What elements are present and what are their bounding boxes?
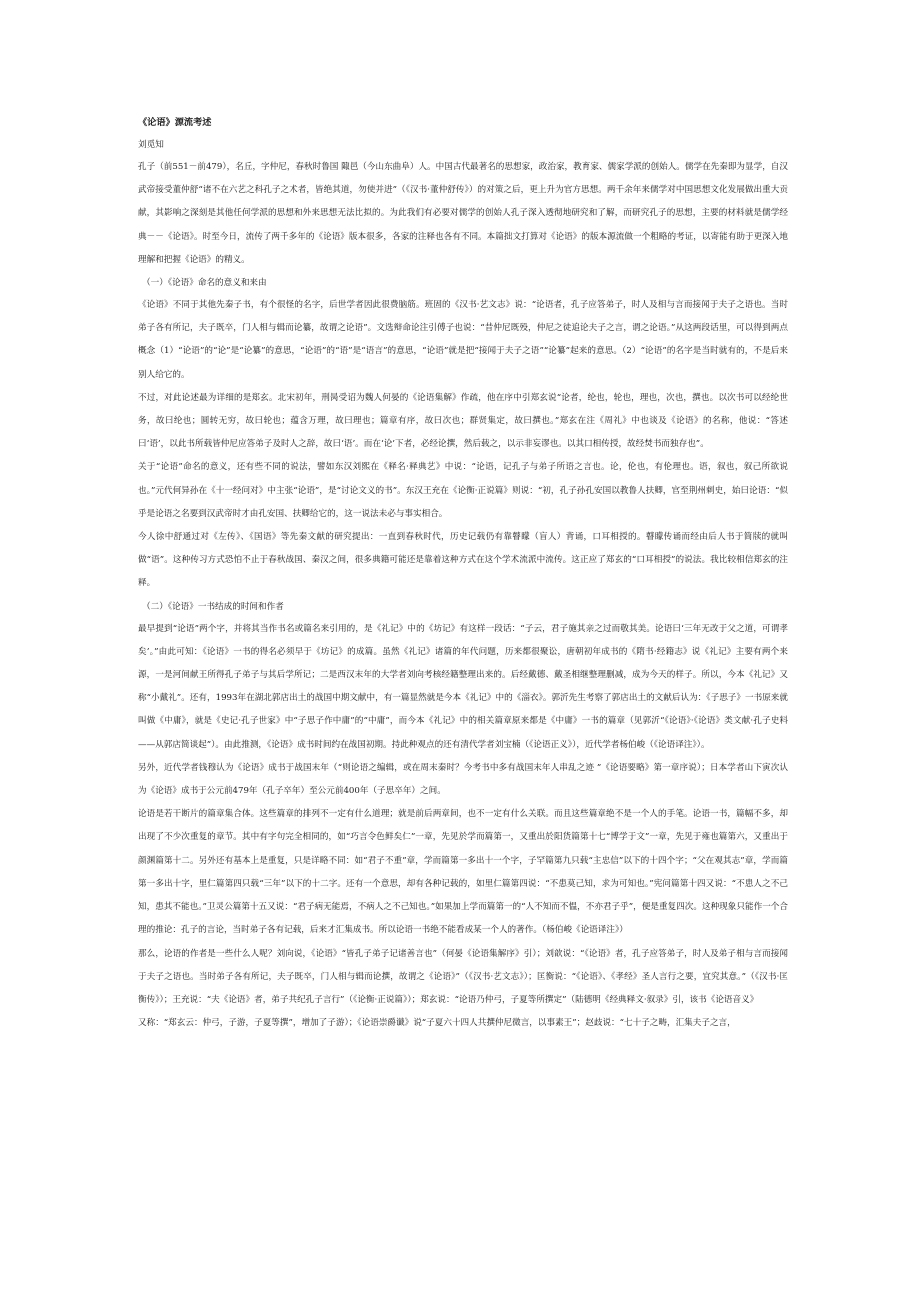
paragraph-qian-mu: 另外，近代学者钱穆认为《论语》成书于战国末年（“则论语之编辑，或在周末秦时？今考书中多有战国末年人串乱之迹 ”《论语要略》第一章序说）；日本学者山下寅次认为《论语》成书于公元前479年（孔子卒年）至公元前400年（子思卒年）之间。 [138,762,788,797]
document-title: 《论语》源流考述 [138,117,212,128]
paragraph-other-views: 关于“论语”命名的意义，还有些不同的说法，譬如东汉刘熙在《释名·释典艺》中说：“论语，记孔子与弟子所语之言也。论，伦也，有伦理也。语，叙也，叙己所欲说也。”元代何异孙在《十一经问对》中主张“论语”，是“讨论文义的书”。东汉王充在《论衡·正说篇》则说：“初，孔子孙孔安国以教鲁人扶卿，官至荆州刺史，始曰论语：“似乎是论语之名要到汉武帝时才由孔安国、扶卿给它的，这一说法未必与事实相合。 [138,462,788,519]
paragraph-zheng-xuan: 不过，对此论述最为详细的是郑玄。北宋初年，刑昺受诏为魏人何晏的《论语集解》作疏，他在序中引郑玄说“论者，纶也，轮也，理也，次也，撰也。以次书可以经纶世务，故曰纶也；圆转无穷，故曰轮也；蕴含万理，故曰理也；篇章有序，故曰次也；群贤集定，故曰撰也。”郑玄在注《周礼》中也谈及《论语》的名称，他说：“答述曰‘语’，以此书所载皆仲尼应答弟子及时人之辞，故曰‘语’。而在‘论’下者，必经论撰，然后载之，以示非妄谬也。以其口相传授，故经焚书而独存也”。 [138,392,788,450]
paragraph-intro: 孔子（前551－前479），名丘，字仲尼，春秋时鲁国 陬邑（今山东曲阜）人。中国古代最著名的思想家，政治家，教育家、儒家学派的创始人。儒学在先秦即为显学，自汉武帝接受董仲舒“诸不在六艺之科孔子之术者，皆绝其道，勿使并进”（《汉书·董仲舒传》）的对策之后，更上升为官方思想。两千余年来儒学对中国思想文化发展做出重大贡献，其影响之深刻是其他任何学派的思想和外来思想无法比拟的。为此我们有必要对儒学的创始人孔子深入透彻地研究和了解，而研究孔子的思想，主要的材料就是儒学经典－－《论语》。时至今日，流传了两千多年的《论语》版本很多，各家的注释也各有不同。本篇拙文打算对《论语》的版本源流做一个粗略的考证，以寄能有助于更深入地理解和把握《论语》的精义。 [138,162,789,265]
paragraph-authors: 那么，论语的作者是一些什么人呢？刘向说，《论语》“皆孔子弟子记诸善言也”（何晏《论语集解序》引）；刘歆说：“《论语》者，孔子应答弟子，时人及弟子相与言而接闻于夫子之语也。当时弟子各有所记，夫子既卒，门人相与辑而论撰，故谓之《论语》”（《汉书·艺文志》）；匡衡说：“《论语》、《孝经》圣人言行之要，宜究其意。”（《汉书·匡衡传》）；王充说：“夫《论语》者，弟子共纪孔子言行”（《论衡·正说篇》）；郑玄说：“论语乃仲弓，子夏等所撰定”（陆德明《经典释文·叙录》引，该书《论语音义》 [138,948,788,1005]
paragraph-earliest-mention: 最早提到“论语”两个字，并将其当作书名或篇名来引用的，是《礼记》中的《坊记》有这样一段话：“子云，君子施其亲之过而敬其美。论语曰‘三年无改于父之道，可谓孝矣’。”由此可知：《论语》一书的得名必须早于《坊记》的成篇。虽然《礼记》诸篇的年代问题，历来都很聚讼，唐朝初年成书的《隋书·经籍志》说《礼记》主要有两个来源，一是河间献王所得孔子弟子与其后学所记；二是西汉末年的大学者刘向考核经籍整理出来的。后经戴德、戴圣相继整理删减，成为今天的样子。所以，今本《礼记》又称“小戴礼”。还有，1993年在湖北郭店出土的战国中期文献中，有一篇显然就是今本《礼记》中的《淄衣》。郭沂先生考察了郭店出土的文献后认为：《子思子》一书原来就叫做《中庸》，就是《史记·孔子世家》中“子思子作中庸”的“中庸”，而今本《礼记》中的相关篇章原来都是《中庸》一书的篇章（见郭沂“《论语》·《论语》类文献·孔子史料——从郭店简谈起”）。由此推测，《论语》成书时间约在战国初期。持此种观点的还有清代学者刘宝楠（《论语正义》），近代学者杨伯峻（《论语译注》）。 [138,623,788,750]
paragraph-naming: 《论语》不同于其他先秦子书，有个很怪的名字，后世学者因此很费脑筋。班固的《汉书·艺文志》说：“论语者，孔子应答弟子，时人及相与言而接闻于夫子之语也。当时弟子各有所记，夫子既卒，门人相与辑而论纂，故谓之论语”。文选辩命论注引傅子也说：“昔仲尼既殁，仲尼之徒追论夫子之言，谓之论语。”从这两段话里，可以得到两点概念（1）“论语”的“论”是“论纂”的意思，“论语”的“语”是“语言”的意思，“论语”就是把“接闻于夫子之语”“论纂”起来的意思。（2）“论语”的名字是当时就有的，不是后来别人给它的。 [138,300,788,380]
section-heading-2: （二）《论语》一书结成的时间和作者 [142,601,284,612]
paragraph-fragments: 论语是若干断片的篇章集合体。这些篇章的排列不一定有什么道理；就是前后两章间，也不一定有什么关联。而且这些篇章绝不是一个人的手笔。论语一书，篇幅不多，却出现了不少次重复的章节。其中有字句完全相同的，如“巧言令色鲜矣仁”一章，先见於学而篇第一，又重出於阳货篇第十七“博学于文”一章，先见于雍也篇第六，又重出于颜渊篇第十二。另外还有基本上是重复，只是详略不同：如“君子不重”章，学而篇第一多出十一个字，子罕篇第九只载“主忠信”以下的十四个字；“父在观其志”章，学而篇第一多出十字，里仁篇第四只载“三年”以下的十二字。还有一个意思，却有各种记载的，如里仁篇第四说：“不患莫己知，求为可知也。”宪问篇第十四又说：“不患人之不己知，患其不能也。”卫灵公篇第十五又说：“君子病无能焉，不病人之不己知也。”如果加上学而篇第一的“人不知而不愠，不亦君子乎”，便是重复四次。这种现象只能作一个合理的推论：孔子的言论，当时弟子各有记载，后来才汇集成书。所以论语一书绝不能看成某一个人的著作。（杨伯峻《论语译注》） [138,809,788,936]
paragraph-xu-zhongshu: 今人徐中舒通过对《左传》、《国语》等先秦文献的研究提出：一直到春秋时代，历史记载仍有靠瞽矇（盲人）背诵，口耳相授的。瞽矇传诵而经由后人书于简牍的就叫做“语”。这种传习方式恐怕不止于春秋战国、秦汉之间，很多典籍可能还是靠着这种方式在这个学术流派中流传。这正应了郑玄的“口耳相授”的说法。我比较相信郑玄的注释。 [138,532,788,589]
document-page [138,112,788,1035]
section-heading-1: （一）《论语》命名的意义和来由 [142,278,267,289]
paragraph-continued: 又称：“郑玄云：仲弓，子游，子夏等撰”，增加了子游）；《论语崇爵谶》说“子夏六十四人共撰仲尼微言，以事素王”；赵歧说：“七十子之畴，汇集夫子之言， [138,1018,736,1029]
document-author: 刘觅知 [138,140,164,150]
